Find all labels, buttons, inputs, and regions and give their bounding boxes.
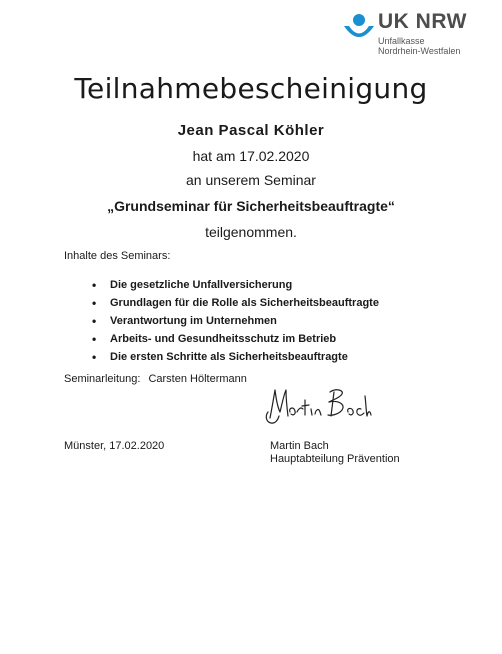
uk-nrw-emblem-icon [342,12,376,46]
topic-list [92,276,379,366]
seminar-leader [64,373,247,385]
logo-subtitle-line1: Unfallkasse [378,36,425,46]
certificate-title: Teilnahmebescheinigung [74,72,428,105]
topic-item: • Verantwortung im Unternehmen [92,312,379,330]
uk-nrw-logo [336,6,486,66]
topic-item: • Arbeits- und Gesundheitsschutz im Betrieb [92,330,379,348]
topic-item: • Die gesetzliche Unfallversicherung [92,276,379,294]
participated-text: teilgenommen. [205,224,297,240]
seminar-intro: an unserem Seminar [186,172,316,188]
logo-subtitle-line2: Nordrhein-Westfalen [378,46,461,56]
signer-name: Martin Bach [270,440,329,452]
topic-item: • Grundlagen für die Rolle als Sicherheitsbeauftragte [92,294,379,312]
contents-label: Inhalte des Seminars: [64,250,171,262]
place-and-date: Münster, 17.02.2020 [64,440,165,452]
handwritten-signature [262,382,372,426]
topic-item: • Die ersten Schritte als Sicherheitsbeauftragte [92,348,379,366]
leader-label: Seminarleitung: [64,373,141,385]
logo-wordmark: UK NRW [378,10,467,33]
signer-department: Hauptabteilung Prävention [270,453,400,465]
leader-name: Carsten Höltermann [148,373,247,385]
seminar-title: „Grundseminar für Sicherheitsbeauftragte“ [107,198,395,214]
participation-date: hat am 17.02.2020 [192,148,310,164]
participant-name: Jean Pascal Köhler [177,122,325,139]
